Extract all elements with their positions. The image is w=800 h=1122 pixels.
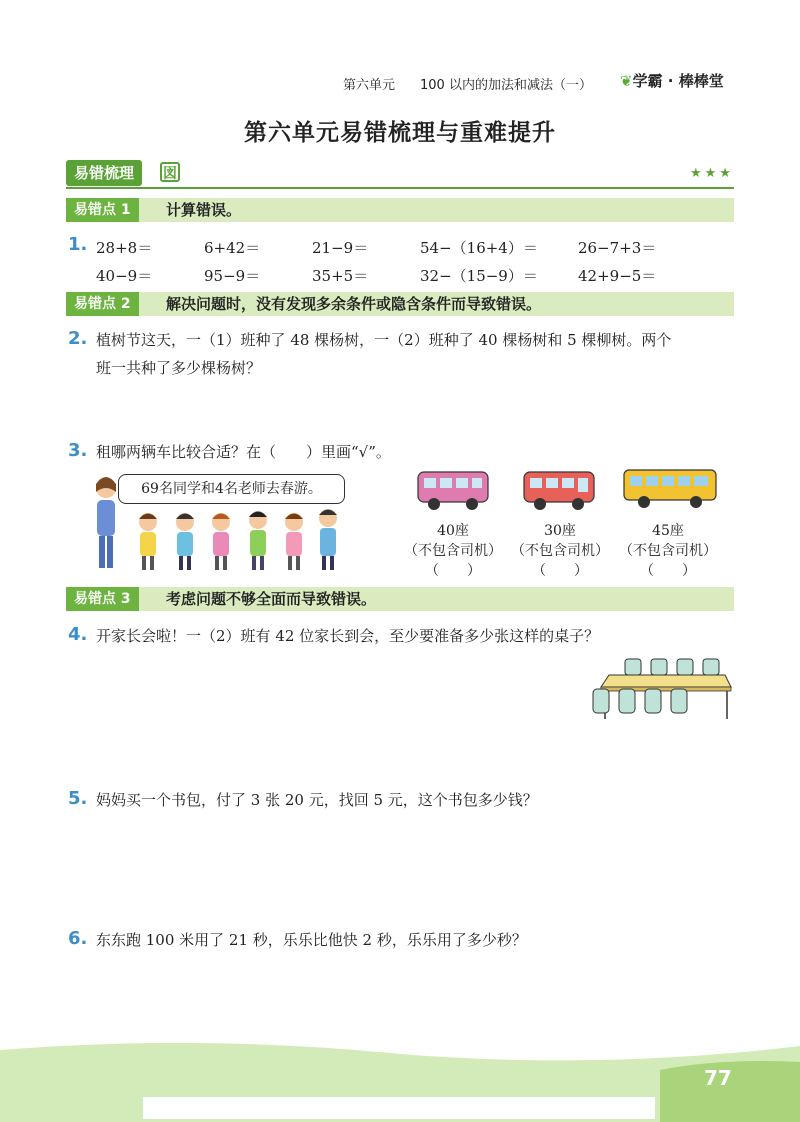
question-number: 3. xyxy=(68,440,88,461)
expression: 26−7+3＝ xyxy=(578,239,657,257)
section-divider xyxy=(66,187,734,189)
kid-figure xyxy=(249,511,267,570)
brand-text: 学霸 · 棒棒堂 xyxy=(632,72,724,90)
header-unit: 第六单元 xyxy=(343,78,396,93)
bus-45-seat-icon xyxy=(622,464,722,514)
question-number: 5. xyxy=(68,788,88,809)
error-point-bar xyxy=(66,198,734,222)
expression: 54−（16+4）＝ xyxy=(420,239,538,257)
question-number: 1. xyxy=(68,234,88,255)
bus-seats-label: 30座 xyxy=(544,523,576,539)
error-point-tag: 易错点 1 xyxy=(66,198,139,222)
bus-note: （不包含司机） xyxy=(511,543,609,559)
table-chairs-illustration xyxy=(585,655,735,721)
teacher-figure xyxy=(96,477,116,568)
expression: 40−9＝ xyxy=(96,267,153,285)
answer-blank[interactable]: （ ） xyxy=(425,563,481,579)
question-number: 4. xyxy=(68,624,88,645)
question-text: 植树节这天，一（1）班种了 48 棵杨树，一（2）班种了 40 棵杨树和 5 棵柳树。两个 xyxy=(96,331,672,349)
kid-figure xyxy=(319,509,337,570)
bus-seats-label: 40座 xyxy=(437,523,469,539)
question-number: 2. xyxy=(68,328,88,349)
expression: 6+42＝ xyxy=(204,239,261,257)
kid-figure xyxy=(285,513,303,570)
bus-40-seat-icon xyxy=(414,466,494,514)
students-illustration xyxy=(88,470,348,580)
kid-figure xyxy=(176,513,194,570)
section-icon: 図 xyxy=(160,162,180,182)
question-text: 班一共种了多少棵杨树？ xyxy=(96,359,262,377)
answer-blank[interactable]: （ ） xyxy=(640,563,696,579)
expression: 32−（15−9）＝ xyxy=(420,267,538,285)
question-text: 租哪两辆车比较合适？在（ ）里画“√”。 xyxy=(96,443,391,461)
question-number: 6. xyxy=(68,928,88,949)
question-text: 开家长会啦！一（2）班有 42 位家长到会，至少要准备多少张这样的桌子？ xyxy=(96,627,600,645)
bus-note: （不包含司机） xyxy=(619,543,717,559)
header-unit-title: 100 以内的加法和减法（一） xyxy=(420,78,592,93)
error-point-text: 计算错误。 xyxy=(166,201,242,219)
section-label: 易错梳理 xyxy=(66,160,142,186)
expression: 28+8＝ xyxy=(96,239,153,257)
kid-figure xyxy=(139,513,157,570)
error-point-tag: 易错点 2 xyxy=(66,292,139,316)
error-point-text: 解决问题时，没有发现多余条件或隐含条件而导致错误。 xyxy=(166,295,542,313)
expression: 42+9−5＝ xyxy=(578,267,657,285)
question-text: 东东跑 100 米用了 21 秒，乐乐比他快 2 秒，乐乐用了多少秒？ xyxy=(96,931,527,949)
kid-figure xyxy=(212,513,230,570)
error-point-text: 考虑问题不够全面而导致错误。 xyxy=(166,590,377,608)
leaf-icon: ❦ xyxy=(620,72,633,90)
speech-bubble: 69名同学和4名老师去春游。 xyxy=(118,474,345,504)
expression: 95−9＝ xyxy=(204,267,261,285)
footer-blank-box xyxy=(143,1097,655,1119)
bus-30-seat-icon xyxy=(520,466,600,514)
expression: 21−9＝ xyxy=(312,239,369,257)
error-point-bar xyxy=(66,292,734,316)
bus-note: （不包含司机） xyxy=(404,543,502,559)
error-point-tag: 易错点 3 xyxy=(66,587,139,611)
page-title: 第六单元易错梳理与重难提升 xyxy=(244,120,556,146)
difficulty-stars: ★★★ xyxy=(690,166,734,181)
answer-blank[interactable]: （ ） xyxy=(532,563,588,579)
brand-logo xyxy=(620,70,724,91)
page-number: 77 xyxy=(704,1066,732,1090)
bus-seats-label: 45座 xyxy=(652,523,684,539)
expression: 35+5＝ xyxy=(312,267,369,285)
error-point-bar xyxy=(66,587,734,611)
question-text: 妈妈买一个书包，付了 3 张 20 元，找回 5 元，这个书包多少钱？ xyxy=(96,791,538,809)
